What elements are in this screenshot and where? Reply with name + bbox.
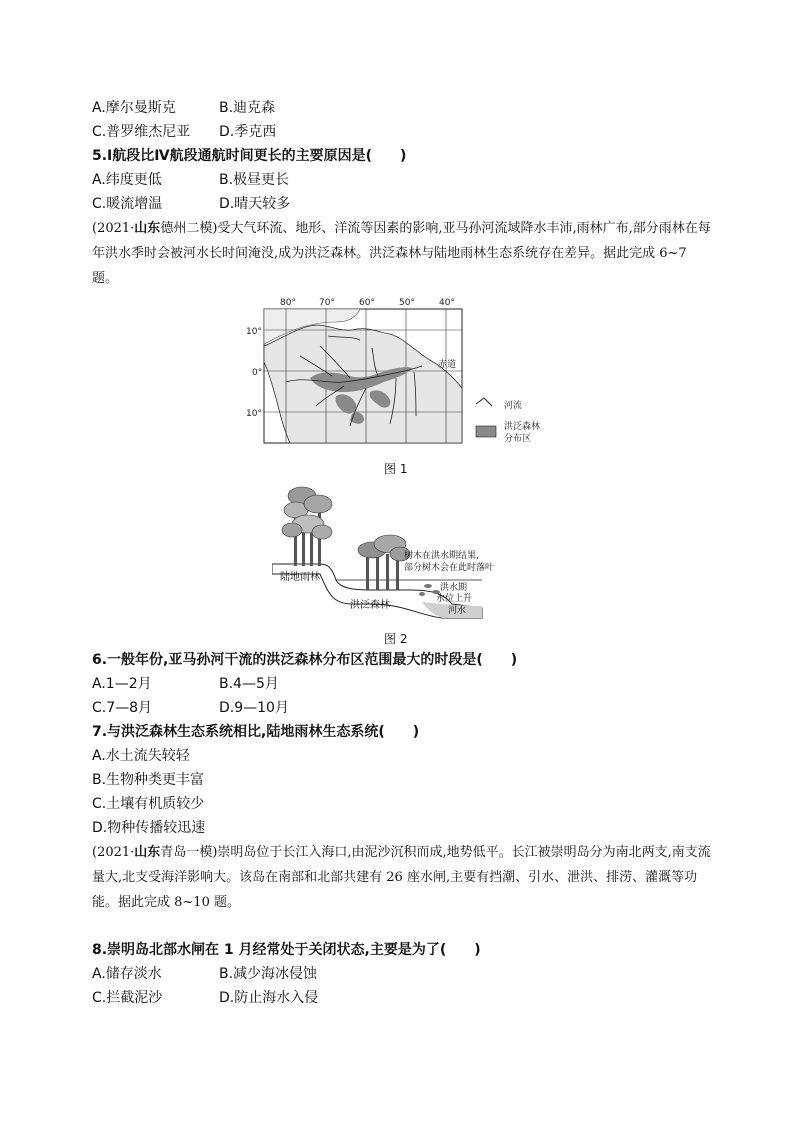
- lon-label-70: 70°: [319, 298, 335, 308]
- q4-option-c: C.普罗维杰尼亚: [92, 124, 191, 140]
- note-line-2: 部分树木会在此时落叶: [404, 563, 495, 573]
- intro2-source-suffix: 青岛一模): [160, 845, 218, 860]
- q6-option-c: C.7—8月: [92, 700, 153, 716]
- q4-options-row1: [92, 98, 275, 118]
- label-rainforest: 陆地雨林: [280, 572, 320, 583]
- legend-forest-label-1: 洪泛森林: [504, 422, 541, 432]
- floodforest-trees: [358, 535, 410, 590]
- q7-option-a: A.水土流失较轻: [92, 748, 190, 764]
- intro2-text: 崇明岛位于长江入海口,由泥沙沉积而成,地势低平。长江被崇明岛分为南北两支,南支流量大,北支受海洋影响大。该岛在南部和北部共建有 26 座水闸,主要有挡潮、引水、泄洪、排涝、灌溉等功能。据此完成 8~10 题。: [92, 845, 711, 910]
- q8-options-row2: [92, 988, 318, 1008]
- note-line-1: 树木在洪水期结果,: [404, 551, 479, 561]
- q5-option-c: C.暖流增温: [92, 196, 163, 212]
- intro2-source-prefix: (2021·: [92, 845, 135, 860]
- q7-option-d: D.物种传播较迅速: [92, 820, 206, 836]
- q5-option-a: A.纬度更低: [92, 172, 162, 188]
- q5-option-b: B.极昼更长: [219, 172, 290, 188]
- intro-paragraph-2: [92, 840, 712, 915]
- lon-label-40: 40°: [439, 298, 455, 308]
- lon-label-60: 60°: [359, 298, 375, 308]
- legend-forest-label-2: 分布区: [504, 434, 532, 444]
- q5-stem: 5.Ⅰ航段比Ⅳ航段通航时间更长的主要原因是( ): [92, 148, 407, 164]
- label-floodforest: 洪泛森林: [350, 600, 390, 611]
- rainforest-trees: [282, 487, 332, 566]
- intro1-source-suffix: 德州二模): [160, 221, 218, 236]
- q6-stem: 6.一般年份,亚马孙河干流的洪泛森林分布区范围最大的时段是( ): [92, 652, 518, 668]
- q5-option-d: D.晴天较多: [219, 196, 291, 212]
- lat-label-10n: 10°: [246, 327, 262, 337]
- intro1-source-prefix: (2021·: [92, 221, 135, 236]
- legend-forest-symbol: [476, 426, 496, 437]
- intro2-source-bold: 山东: [134, 845, 161, 860]
- lat-label-0: 0°: [252, 368, 263, 378]
- figure1-map: [240, 296, 570, 454]
- lon-label-50: 50°: [399, 298, 415, 308]
- q7-option-c: C.土壤有机质较少: [92, 796, 205, 812]
- q4-option-a: A.摩尔曼斯克: [92, 100, 176, 116]
- q6-options-row2: [92, 698, 289, 718]
- figure1-caption: 图 1: [384, 462, 408, 476]
- q8-option-d: D.防止海水入侵: [219, 990, 319, 1006]
- label-flood-1: 洪水期: [440, 583, 468, 593]
- lon-label-80: 80°: [280, 298, 296, 308]
- q8-option-a: A.储存淡水: [92, 966, 162, 982]
- equator-label: 赤道: [438, 360, 457, 370]
- q6-option-d: D.9—10月: [219, 700, 289, 716]
- q8-options-row1: [92, 964, 317, 984]
- intro1-source-bold: 山东: [134, 221, 161, 236]
- q5-options-row1: [92, 170, 289, 190]
- intro-paragraph-1: [92, 216, 712, 291]
- q8-option-b: B.减少海冰侵蚀: [219, 966, 318, 982]
- q6-options-row1: [92, 674, 279, 694]
- label-river: 河水: [448, 606, 467, 616]
- q4-options-row2: [92, 122, 276, 142]
- label-flood-2: 水位上升: [436, 594, 473, 604]
- q7-stem: 7.与洪泛森林生态系统相比,陆地雨林生态系统( ): [92, 724, 420, 740]
- legend-river-symbol: [476, 398, 492, 406]
- q8-option-c: C.拦截泥沙: [92, 990, 163, 1006]
- q6-option-b: B.4—5月: [219, 676, 279, 692]
- q8-stem: 8.崇明岛北部水闸在 1 月经常处于关闭状态,主要是为了( ): [92, 942, 481, 958]
- lat-label-10s: 10°: [246, 409, 262, 419]
- figure2-diagram: [272, 484, 512, 624]
- q4-option-b: B.迪克森: [219, 100, 276, 116]
- figure2-caption: 图 2: [384, 632, 408, 646]
- q7-option-b: B.生物种类更丰富: [92, 772, 205, 788]
- legend-river-label: 河流: [504, 401, 523, 411]
- q5-options-row2: [92, 194, 290, 214]
- q6-option-a: A.1—2月: [92, 676, 152, 692]
- q4-option-d: D.季克西: [219, 124, 277, 140]
- intro1-text: 受大气环流、地形、洋流等因素的影响,亚马孙河流域降水丰沛,雨林广布,部分雨林在每年洪水季时会被河水长时间淹没,成为洪泛森林。洪泛森林与陆地雨林生态系统存在差异。据此完成 6~7 题。: [92, 221, 711, 286]
